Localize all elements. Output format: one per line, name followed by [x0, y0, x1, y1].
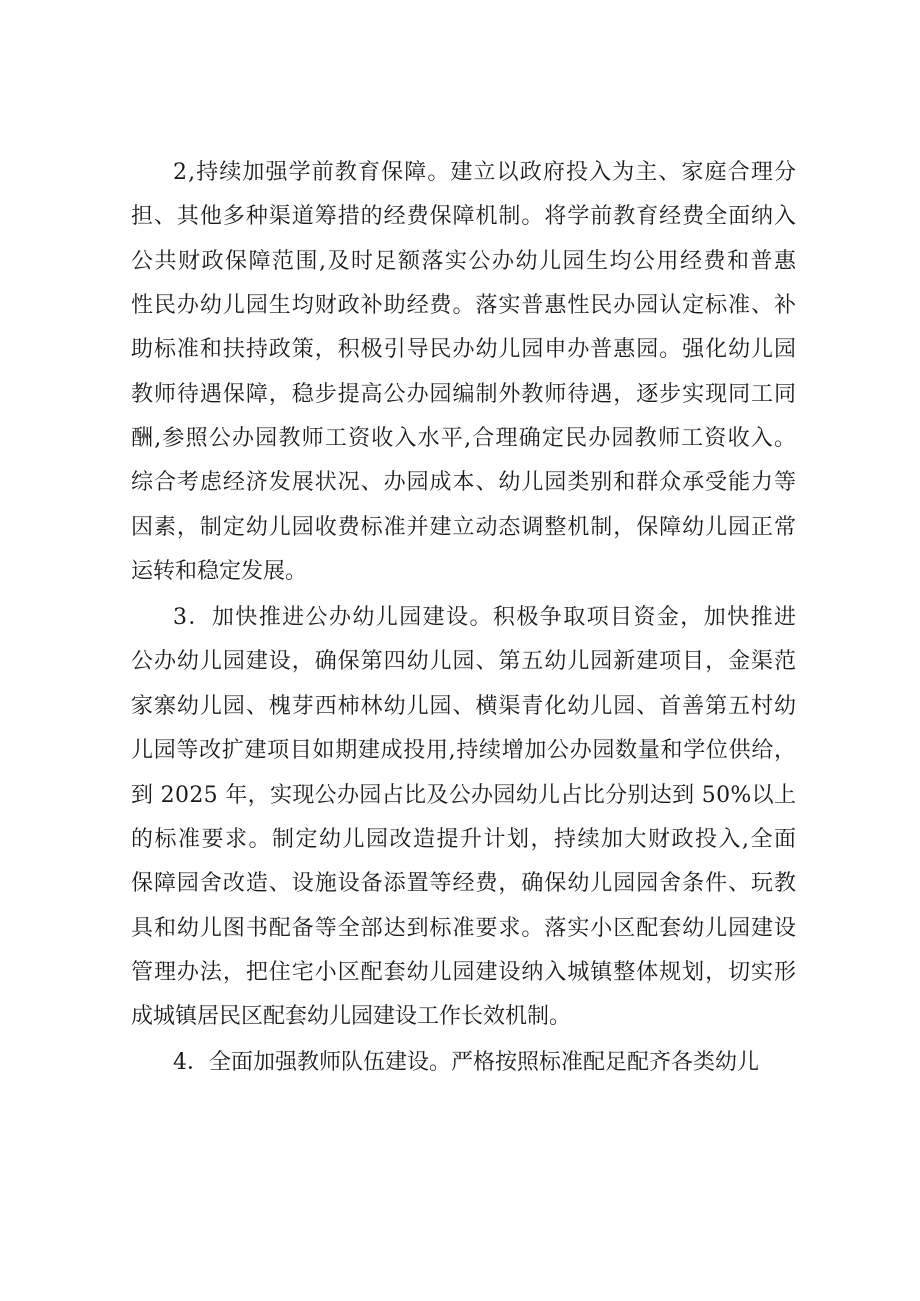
text-line: 家寨幼儿园、槐芽西柿林幼儿园、横渠青化幼儿园、首善第五村幼: [131, 694, 797, 719]
text-line: 保障园舍改造、设施设备添置等经费，确保幼儿园园舍条件、玩教: [131, 871, 797, 896]
text-line: 成城镇居民区配套幼儿园建设工作长效机制。: [131, 1004, 572, 1029]
text-line: 到 2025 年，实现公办园占比及公办园幼儿占比分别达到 50%以上: [131, 783, 797, 808]
text-line: 具和幼儿图书配备等全部达到标准要求。落实小区配套幼儿园建设: [131, 916, 797, 941]
text-line: 助标准和扶持政策，积极引导民办幼儿园申办普惠园。强化幼儿园: [131, 337, 797, 362]
text-line: 管理办法，把住宅小区配套幼儿园建设纳入城镇整体规划，切实形: [131, 960, 797, 985]
text-line: 4．全面加强教师队伍建设。严格按照标准配足配齐各类幼儿: [173, 1050, 759, 1075]
text-line: 因素，制定幼儿园收费标准并建立动态调整机制，保障幼儿园正常: [131, 515, 797, 540]
text-line: 公共财政保障范围,及时足额落实公办幼儿园生均公用经费和普惠: [131, 249, 798, 274]
text-line: 的标准要求。制定幼儿园改造提升计划，持续加大财政投入,全面: [131, 827, 798, 852]
text-line: 酬,参照公办园教师工资收入水平,合理确定民办园教师工资收入。: [131, 426, 798, 451]
text-line: 综合考虑经济发展状况、办园成本、幼儿园类别和群众承受能力等: [131, 470, 797, 495]
text-line: 教师待遇保障，稳步提高公办园编制外教师待遇，逐步实现同工同: [131, 382, 797, 407]
text-line: 运转和稳定发展。: [131, 559, 308, 584]
text-line: 儿园等改扩建项目如期建成投用,持续增加公办园数量和学位供给，: [131, 738, 797, 763]
text-line: 公办幼儿园建设，确保第四幼儿园、第五幼儿园新建项目，金渠范: [131, 649, 797, 674]
text-line: 2,持续加强学前教育保障。建立以政府投入为主、家庭合理分: [173, 160, 798, 185]
text-line: 3．加快推进公办幼儿园建设。积极争取项目资金，加快推进: [173, 605, 798, 630]
text-line: 性民办幼儿园生均财政补助经费。落实普惠性民办园认定标准、补: [131, 293, 797, 318]
text-line: 担、其他多种渠道筹措的经费保障机制。将学前教育经费全面纳入: [131, 204, 797, 229]
